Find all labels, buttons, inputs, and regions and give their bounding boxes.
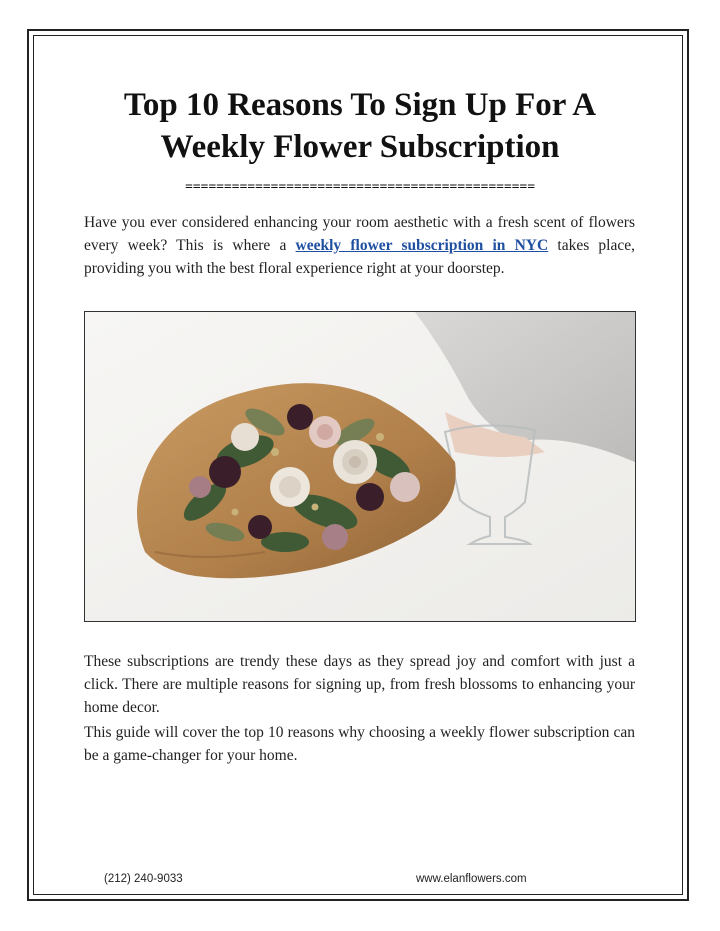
document-title [84, 84, 636, 168]
bouquet-photo [84, 311, 636, 622]
title-line-2: Weekly Flower Subscription [160, 129, 560, 165]
title-line-1: Top 10 Reasons To Sign Up For A [123, 87, 597, 123]
paragraph-2: These subscriptions are trendy these days as they spread joy and comfort with just a click. There are multiple reasons for signing up, from fresh blossoms to enhancing your home decor. [84, 653, 635, 716]
title-divider: ============================================= [185, 180, 535, 195]
intro-text-before-link: Have you ever considered enhancing your room aesthetic with a fresh scent of flowers every week? This is where a [84, 214, 635, 254]
intro-paragraph [84, 211, 635, 280]
intro-text-after-link: takes place, providing you with the best floral experience right at your doorstep. [84, 237, 635, 277]
paragraph-3: This guide will cover the top 10 reasons why choosing a weekly flower subscription can be a game-changer for your home. [84, 724, 635, 764]
weekly-flower-subscription-link[interactable]: weekly flower subscription in NYC [295, 237, 549, 254]
footer-phone: (212) 240-9033 [104, 873, 183, 885]
footer-website[interactable]: www.elanflowers.com [416, 873, 527, 885]
